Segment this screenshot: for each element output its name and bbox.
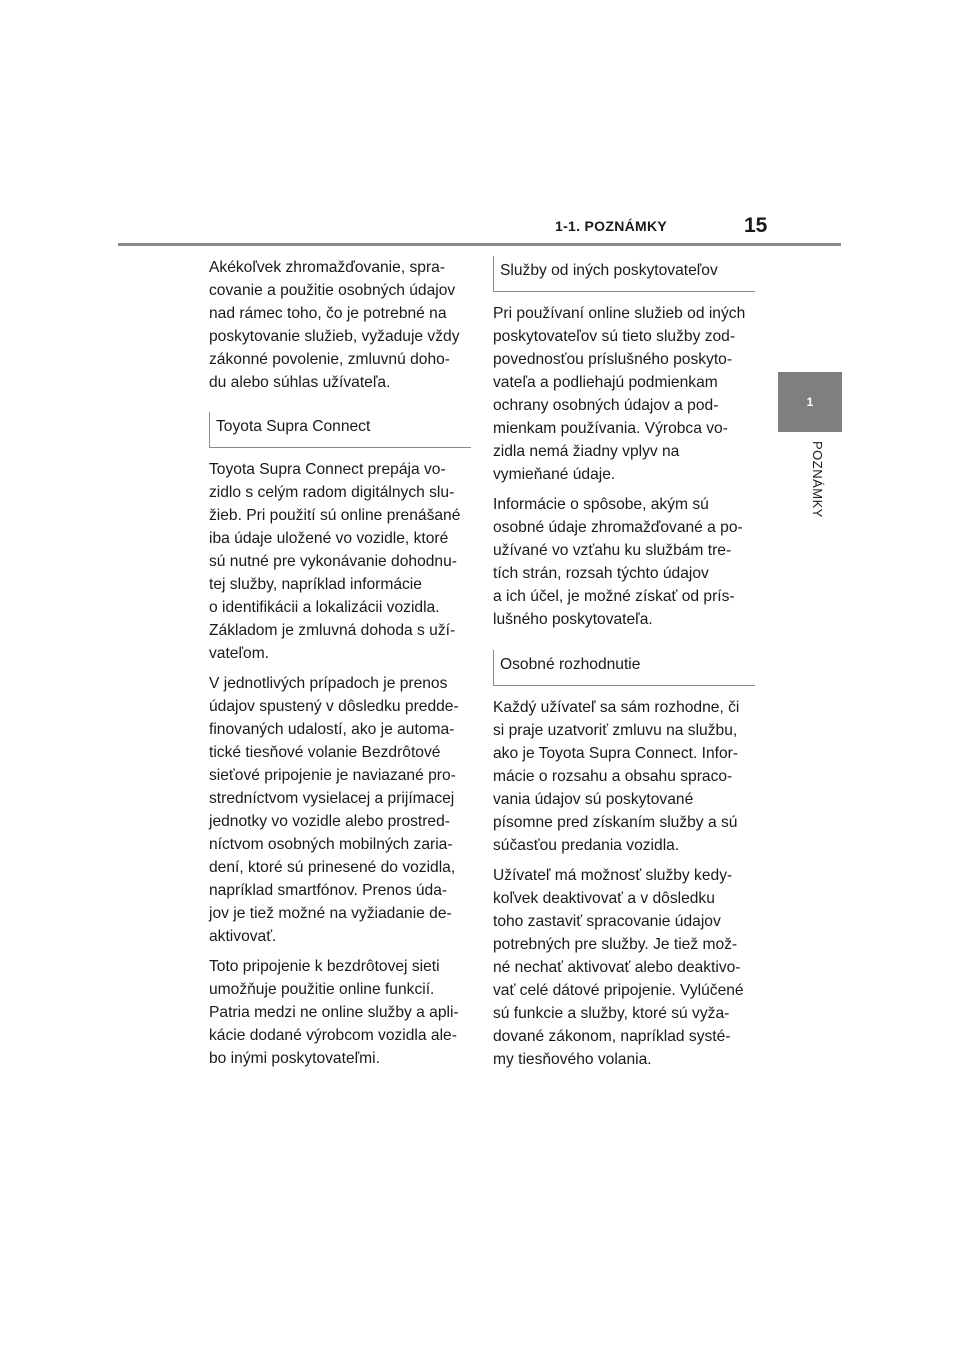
text-line: jednotky vo vozidle alebo prostred- (209, 813, 450, 830)
paragraph (493, 302, 755, 486)
text-line: si praje uzatvoriť zmluvu na službu, (493, 722, 738, 739)
right-column (493, 256, 755, 1078)
text-line: du alebo súhlas užívateľa. (209, 374, 391, 391)
text-line: Informácie o spôsobe, akým sú (493, 496, 709, 513)
text-line: povednosťou príslušného poskyto- (493, 351, 733, 368)
text-line: sú nutné pre vykonávanie dohodnu- (209, 553, 457, 570)
text-line: vateľom. (209, 645, 270, 662)
chapter-label: POZNÁMKY (810, 441, 825, 518)
text-line: nad rámec toho, čo je potrebné na (209, 305, 447, 322)
text-line: ochrany osobných údajov a pod- (493, 397, 719, 414)
text-line: ako je Toyota Supra Connect. Infor- (493, 745, 739, 762)
text-line: Akékoľvek zhromažďovanie, spra- (209, 259, 446, 276)
text-line: níctvom osobných mobilných zaria- (209, 836, 453, 853)
text-line: zákonné povolenie, zmluvnú doho- (209, 351, 450, 368)
text-line: a ich účel, je možné získať od prís- (493, 588, 735, 605)
text-line: iba údaje uložené vo vozidle, ktoré (209, 530, 449, 547)
paragraph (493, 864, 755, 1071)
text-line: vymieňané údaje. (493, 466, 616, 483)
text-line: Patria medzi ne online služby a apli- (209, 1004, 459, 1021)
text-line: covanie a použitie osobných údajov (209, 282, 456, 299)
text-line: my tiesňového volania. (493, 1051, 652, 1068)
text-line: písomne pred získaním služby a sú (493, 814, 738, 831)
text-line: zidla nemá žiadny vplyv na (493, 443, 680, 460)
text-line: Toto pripojenie k bezdrôtovej sieti (209, 958, 440, 975)
text-line: Každý užívateľ sa sám rozhodne, či (493, 699, 740, 716)
text-line: vania údajov sú poskytované (493, 791, 694, 808)
text-line: mácie o rozsahu a obsahu spraco- (493, 768, 733, 785)
text-line: napríklad smartfónov. Prenos úda- (209, 882, 448, 899)
section-title: 1-1. POZNÁMKY (555, 218, 668, 234)
text-line: užívané vo vzťahu ku službám tre- (493, 542, 732, 559)
text-line: lušného poskytovateľa. (493, 611, 653, 628)
text-line: súčasťou predania vozidla. (493, 837, 680, 854)
text-line: Pri používaní online služieb od iných (493, 305, 746, 322)
header-divider (118, 243, 841, 246)
subheading-third-party-services: Služby od iných poskytovateľov (493, 256, 755, 292)
text-line: Toyota Supra Connect prepája vo- (209, 461, 446, 478)
text-line: vať celé dátové pripojenie. Vylúčené (493, 982, 744, 999)
intro-paragraph (209, 256, 471, 394)
chapter-number: 1 (806, 395, 814, 409)
text-line: zidlo s celým radom digitálnych slu- (209, 484, 455, 501)
text-line: umožňuje použitie online funkcií. (209, 981, 435, 998)
paragraph (209, 672, 471, 948)
text-line: vateľa a podliehajú podmienkam (493, 374, 718, 391)
text-line: koľvek deaktivovať a v dôsledku (493, 890, 715, 907)
subheading-toyota-supra-connect: Toyota Supra Connect (209, 412, 471, 448)
text-line: mienkam používania. Výrobca vo- (493, 420, 728, 437)
text-line: stredníctvom vysielacej a prijímacej (209, 790, 455, 807)
text-line: žieb. Pri použití sú online prenášané (209, 507, 461, 524)
subheading-personal-decision: Osobné rozhodnutie (493, 650, 755, 686)
text-line: sú funkcie a služby, ktoré sú vyža- (493, 1005, 730, 1022)
text-line: osobné údaje zhromažďované a po- (493, 519, 743, 536)
text-line: tické tiesňové volanie Bezdrôtové (209, 744, 441, 761)
text-line: né nechať aktivovať alebo deaktivo- (493, 959, 741, 976)
text-line: poskytovanie služieb, vyžaduje vždy (209, 328, 460, 345)
text-line: Užívateľ má možnosť služby kedy- (493, 867, 733, 884)
paragraph (493, 493, 755, 631)
text-line: o identifikácii a lokalizácii vozidla. (209, 599, 440, 616)
text-line: potrebných pre služby. Je tiež mož- (493, 936, 738, 953)
text-line: kácie dodané výrobcom vozidla ale- (209, 1027, 457, 1044)
text-line: sieťové pripojenie je naviazané pro- (209, 767, 456, 784)
text-line: údajov spustený v dôsledku predde- (209, 698, 459, 715)
paragraph (209, 955, 471, 1070)
text-line: tích strán, rozsah týchto údajov (493, 565, 709, 582)
chapter-tab (778, 372, 842, 432)
text-line: dované zákonom, napríklad systé- (493, 1028, 731, 1045)
text-line: aktivovať. (209, 928, 277, 945)
paragraph (209, 458, 471, 665)
text-line: bo inými poskytovateľmi. (209, 1050, 380, 1067)
text-line: V jednotlivých prípadoch je prenos (209, 675, 448, 692)
text-line: dení, ktoré sú prinesené do vozidla, (209, 859, 456, 876)
text-line: Základom je zmluvná dohoda s uží- (209, 622, 456, 639)
text-line: poskytovateľov sú tieto služby zod- (493, 328, 736, 345)
page-number: 15 (744, 214, 768, 237)
left-column (209, 256, 471, 1077)
text-line: tej služby, napríklad informácie (209, 576, 422, 593)
text-line: toho zastaviť spracovanie údajov (493, 913, 721, 930)
text-line: finovaných udalostí, ako je automa- (209, 721, 455, 738)
text-line: jov je tiež možné na vyžiadanie de- (209, 905, 452, 922)
paragraph (493, 696, 755, 857)
